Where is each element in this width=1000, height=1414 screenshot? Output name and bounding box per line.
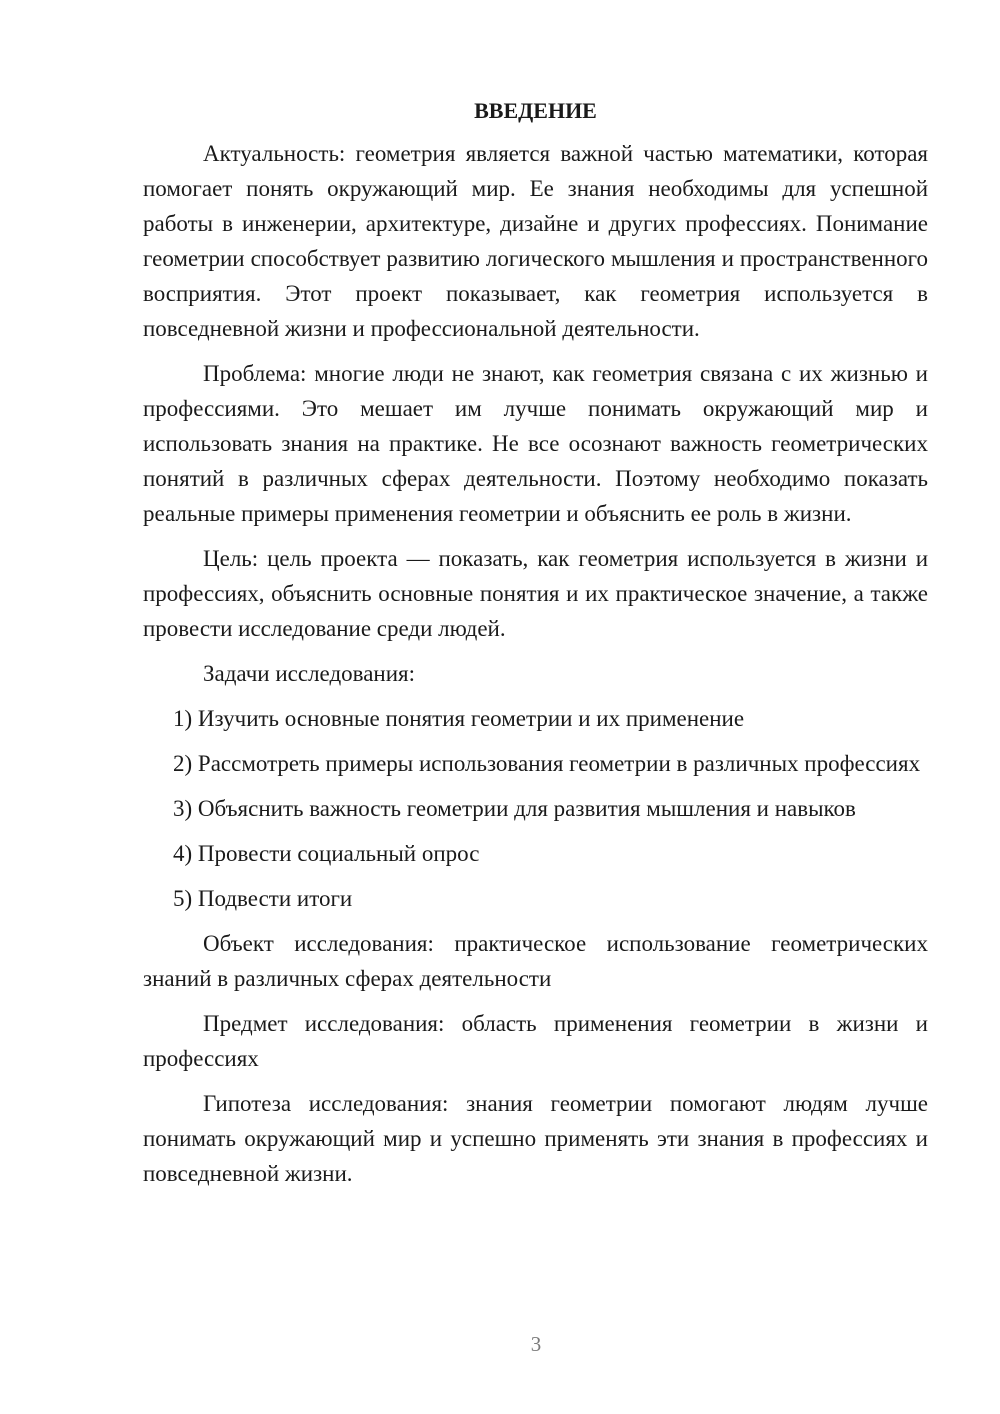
page-number: 3 xyxy=(530,1332,542,1356)
paragraph-hypothesis: Гипотеза исследования: знания геометрии помогают людям лучше понимать окружающий мир и успешно применять эти знания в профессиях и повседневной жизни. xyxy=(143,1091,928,1186)
task-item-2: 2) Рассмотреть примеры использования геометрии в различных профессиях xyxy=(173,751,921,776)
paragraph-problem: Проблема: многие люди не знают, как геометрия связана с их жизнью и профессиями. Это мешает им лучше понимать окружающий мир и использовать знания на практике. Не все осознают важность геометрических понятий в различных сферах деятельности. Поэтому необходимо показать реальные примеры применения геометрии и объяснить ее роль в жизни. xyxy=(143,361,928,526)
paragraph-goal: Цель: цель проекта — показать, как геометрия используется в жизни и профессиях, объяснить основные понятия и их практическое значение, а также провести исследование среди людей. xyxy=(143,546,928,641)
paragraph-object: Объект исследования: практическое использование геометрических знаний в различных сферах деятельности xyxy=(143,931,928,991)
task-item-3: 3) Объяснить важность геометрии для развития мышления и навыков xyxy=(173,796,856,821)
task-item-4: 4) Провести социальный опрос xyxy=(173,841,480,866)
task-item-5: 5) Подвести итоги xyxy=(173,886,353,911)
page-heading: ВВЕДЕНИЕ xyxy=(474,98,597,123)
task-item-1: 1) Изучить основные понятия геометрии и их применение xyxy=(173,706,745,731)
paragraph-relevance: Актуальность: геометрия является важной частью математики, которая помогает понять окружающий мир. Ее знания необходимы для успешной работы в инженерии, архитектуре, дизайне и других профессиях. Понимание геометрии способствует развитию логического мышления и пространственного восприятия. Этот проект показывает, как геометрия используется в повседневной жизни и профессиональной деятельности. xyxy=(143,141,928,341)
page-content xyxy=(143,96,928,1201)
paragraph-subject: Предмет исследования: область применения геометрии в жизни и профессиях xyxy=(143,1011,928,1071)
tasks-title: Задачи исследования: xyxy=(203,661,416,686)
